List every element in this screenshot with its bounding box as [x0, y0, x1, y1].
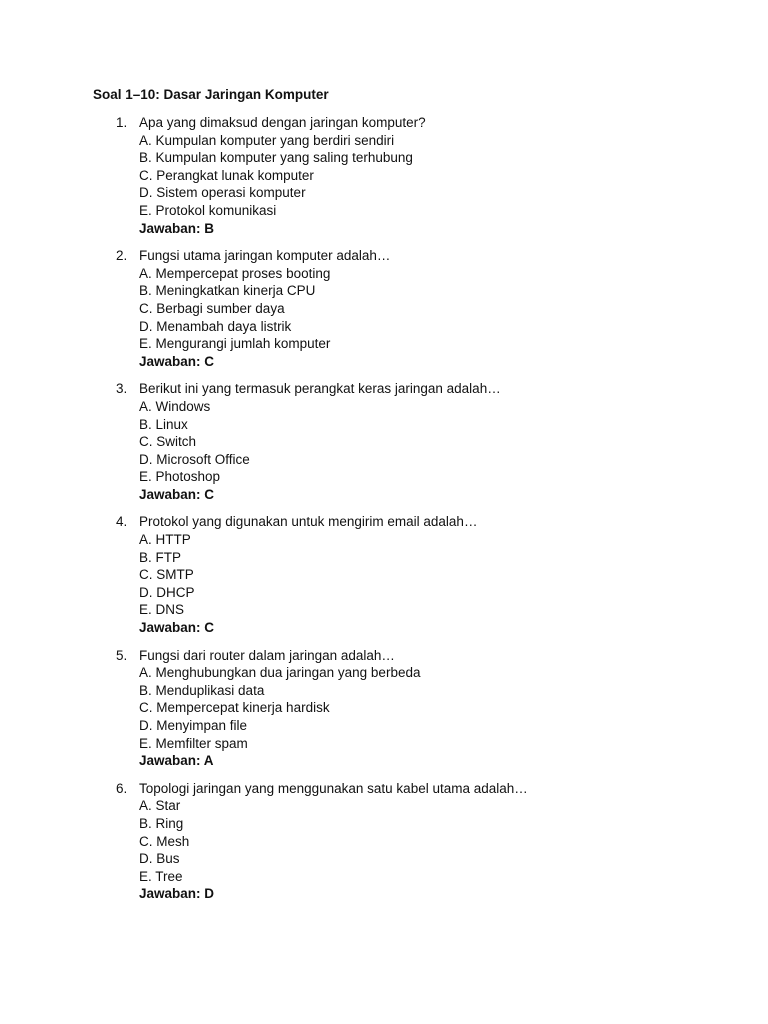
- question-text: Apa yang dimaksud dengan jaringan komputer?: [139, 115, 426, 130]
- answer-option: B. Meningkatkan kinerja CPU: [139, 283, 316, 299]
- answer-option: A. HTTP: [139, 532, 191, 548]
- answer-key: Jawaban: B: [139, 220, 215, 236]
- answer-option: D. Menambah daya listrik: [139, 318, 292, 334]
- question-body: [139, 780, 768, 903]
- answer-option: C. Mempercepat kinerja hardisk: [139, 700, 330, 716]
- answer-option: C. Mesh: [139, 833, 190, 849]
- answer-option: A. Menghubungkan dua jaringan yang berbeda: [139, 665, 421, 681]
- question-text: Fungsi utama jaringan komputer adalah…: [139, 248, 391, 264]
- answer-option: B. Linux: [139, 416, 188, 432]
- answer-option: D. Bus: [139, 851, 180, 867]
- question-number: 2.: [116, 248, 128, 264]
- answer-option: D. DHCP: [139, 584, 195, 600]
- answer-option: C. Berbagi sumber daya: [139, 300, 285, 316]
- answer-option: E. Tree: [139, 868, 183, 884]
- answer-key: Jawaban: C: [139, 620, 215, 636]
- answer-option: A. Kumpulan komputer yang berdiri sendiri: [139, 132, 395, 148]
- answer-option: C. Perangkat lunak komputer: [139, 167, 314, 183]
- question-text: Protokol yang digunakan untuk mengirim email adalah…: [139, 514, 478, 530]
- answer-key: Jawaban: C: [139, 486, 215, 502]
- answer-option: E. Memfilter spam: [139, 735, 248, 751]
- question-item: [0, 647, 768, 770]
- answer-key: Jawaban: A: [139, 753, 214, 769]
- question-body: [139, 114, 768, 237]
- question-body: [139, 380, 768, 503]
- answer-option: B. FTP: [139, 549, 182, 565]
- answer-option: E. DNS: [139, 602, 185, 618]
- question-item: [0, 247, 768, 370]
- answer-option: D. Sistem operasi komputer: [139, 185, 306, 201]
- question-body: [139, 247, 768, 370]
- question-text: Topologi jaringan yang menggunakan satu kabel utama adalah…: [139, 780, 528, 796]
- answer-option: A. Windows: [139, 398, 211, 414]
- answer-key: Jawaban: C: [139, 353, 215, 369]
- question-list: [0, 114, 768, 913]
- answer-option: C. SMTP: [139, 567, 194, 583]
- question-item: [0, 513, 768, 636]
- answer-option: A. Star: [139, 798, 181, 814]
- question-text: Fungsi dari router dalam jaringan adalah…: [139, 647, 395, 663]
- answer-option: A. Mempercepat proses booting: [139, 265, 331, 281]
- question-number: 5.: [116, 647, 128, 663]
- answer-option: B. Kumpulan komputer yang saling terhubung: [139, 150, 413, 166]
- answer-option: B. Ring: [139, 815, 184, 831]
- question-item: [0, 380, 768, 503]
- answer-option: C. Switch: [139, 434, 197, 450]
- answer-option: E. Photoshop: [139, 469, 221, 485]
- answer-option: B. Menduplikasi data: [139, 682, 265, 698]
- question-number: 4.: [116, 514, 128, 530]
- question-number: 3.: [116, 381, 128, 397]
- answer-key: Jawaban: D: [139, 886, 215, 902]
- answer-option: D. Microsoft Office: [139, 451, 250, 467]
- question-item: [0, 114, 768, 237]
- question-number: 1.: [116, 115, 128, 130]
- question-body: [139, 647, 768, 770]
- question-item: [0, 780, 768, 903]
- question-text: Berikut ini yang termasuk perangkat keras jaringan adalah…: [139, 381, 501, 397]
- document-title: Soal 1–10: Dasar Jaringan Komputer: [93, 87, 329, 102]
- answer-option: D. Menyimpan file: [139, 718, 248, 733]
- question-number: 6.: [116, 780, 128, 796]
- answer-option: E. Mengurangi jumlah komputer: [139, 336, 331, 352]
- answer-option: E. Protokol komunikasi: [139, 202, 277, 218]
- question-body: [139, 513, 768, 636]
